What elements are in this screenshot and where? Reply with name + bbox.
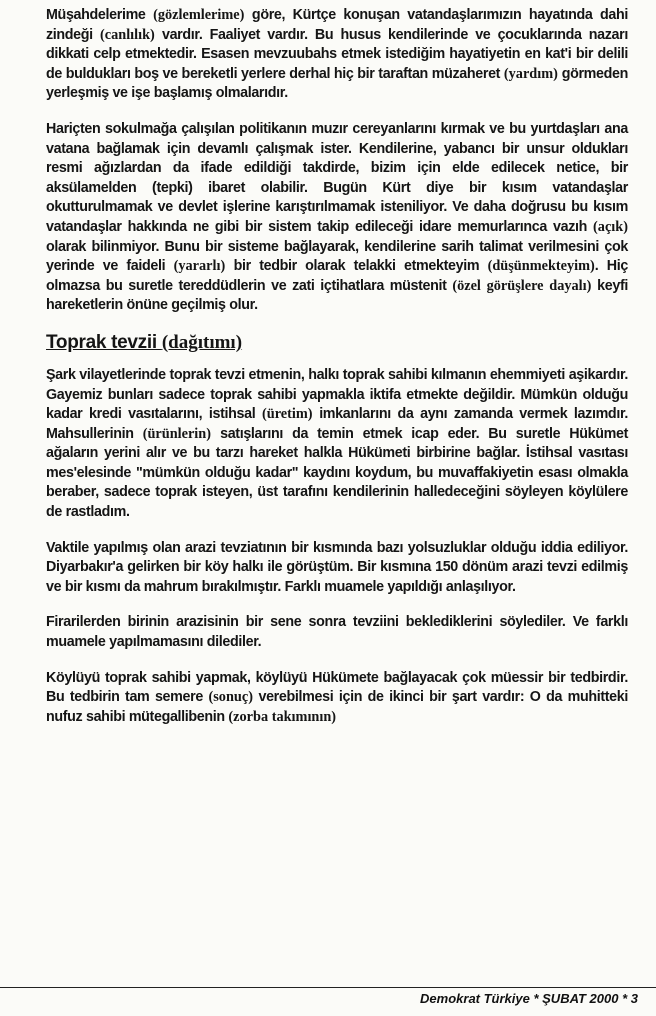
footer-rule xyxy=(0,987,656,988)
gloss-text: (ürünlerin) xyxy=(142,425,211,442)
paragraph-5 xyxy=(46,613,628,652)
gloss-text: (düşünmekteyim) xyxy=(487,258,595,275)
gloss-text: (canlılık) xyxy=(99,26,155,43)
gloss-text: (yararlı) xyxy=(173,258,226,275)
text-run: görmeden yerleşmiş ve işe başlamış olmalarıdır. xyxy=(46,65,628,102)
gloss-text: (açık) xyxy=(593,218,628,235)
gloss-text: (sonuç) xyxy=(208,689,253,706)
text-run: . Hiç olmazsa bu suretle tereddüdlerin ve zati içtihatlara müstenit xyxy=(46,258,628,294)
text-run: imkanlarını da aynı zamanda vermek lazımdır. Mahsullerinin xyxy=(46,406,628,442)
gloss-text: (üretim) xyxy=(261,406,313,423)
text-run: olarak bilinmiyor. Bunu bir sisteme bağlayarak, kendilerine sarih talimat verilmesini çok yerinde ve faideli xyxy=(46,238,628,275)
text-run: bir tedbir olarak telakki etmekteyim xyxy=(225,258,488,275)
gloss-text: (zorba takımının) xyxy=(228,708,337,725)
article-body xyxy=(46,6,628,727)
text-run: Firarilerden birinin arazisinin bir sene sonra tevziini beklediklerini söylediler. Ve farklı muamele yapılmamasını dilediler. xyxy=(46,614,628,651)
paragraph-1 xyxy=(46,6,628,104)
text-run: Müşahdelerime xyxy=(46,7,154,23)
text-run: Köylüyü toprak sahibi yapmak, köylüyü Hükümete bağlayacak çok müessir bir tedbirdir. Bu tedbirin tam semere xyxy=(46,669,628,706)
text-run: keyfi hareketlerin önüne geçilmiş olur. xyxy=(46,277,628,314)
paragraph-4 xyxy=(46,539,628,598)
gloss-text: (yardım) xyxy=(503,65,558,82)
paragraph-6 xyxy=(46,669,628,728)
page-footer: Demokrat Türkiye * ŞUBAT 2000 * 3 xyxy=(420,991,638,1006)
text-run: göre, Kürtçe konuşan vatandaşlarımızın hayatında dahi zindeği xyxy=(46,7,628,43)
text-run: Toprak tevzii xyxy=(46,331,162,353)
section-heading xyxy=(46,332,628,354)
paragraph-3 xyxy=(46,366,628,523)
text-run: Vaktile yapılmış olan arazi tevziatının bir kısmında bazı yolsuzluklar olduğu iddia ediliyor. Diyarbakır'a gelirken bir köy halkı ile görüştüm. Bir kısmına 150 dönüm arazi tevzi edilmiş ve bir kısmı da mahrum bırakılmıştır. Farklı muamele yapıldığı anlaşılıyor. xyxy=(46,539,628,595)
paragraph-2 xyxy=(46,120,628,316)
gloss-text: (dağıtımı) xyxy=(161,331,243,353)
gloss-text: (gözlemlerime) xyxy=(153,7,245,23)
text-run: satışlarını da temin etmek icap eder. Bu suretle Hükümet ağaların yerini alır ve bu tarzı hareket halkla Hükümeti birbirine bağlar. İstihsal vasıtası mes'elesinde "mümkün olduğu kadar" kaydını koydum, bu muvaffakiyetin esası olmakla beraber, sadece toprak isteyen, üst tarafını kendilerinin halledeceğini söyleyen köylülere de rastladım. xyxy=(46,425,628,521)
text-run: Hariçten sokulmağa çalışılan politikanın muzır cereyanlarını kırmak ve bu yurtdaşları ana vatana bağlamak için devamlı çalışmak ister. Kendilerine, yabancı bir unsur oldukları resmi ağızlardan da ifade edildiği takdirde, bizim için elde edilecek netice, bir aksülamelden (tepki) ibaret olabilir. Bugün Kürt diye bir kısım vatandaşlar okutturulmamak ve devlet işlerine karıştırılmamak isteniliyor. Ve daha doğrusu bu kısım vatandaşlar hakkında ne gibi bir sistem takip edileceği idare memurlarınca vazıh xyxy=(46,120,628,235)
text-run: Şark vilayetlerinde toprak tevzi etmenin, halkı toprak sahibi kılmanın ehemmiyeti aşikardır. Gayemiz bunları sadece toprak sahibi yapmakla iktifa etmekte değildir. Mümkün olduğu kadar kredi vasıtalarını, istihsal xyxy=(46,366,628,423)
text-run: vardır. Faaliyet vardır. Bu husus kendilerinde ve çocuklarında nazarı dikkati celp etmektedir. Esasen mevzuubahs etmek istediğim hayatiyetin en kat'i bir delili de buldukları boş ve bereketli yerlere derhal hiç bir taraftan müzaheret xyxy=(46,26,628,82)
text-run: verebilmesi için de ikinci bir şart vardır: O da muhitteki nufuz sahibi mütegallibenin xyxy=(46,689,629,725)
gloss-text: (özel görüşlere dayalı) xyxy=(452,277,592,294)
